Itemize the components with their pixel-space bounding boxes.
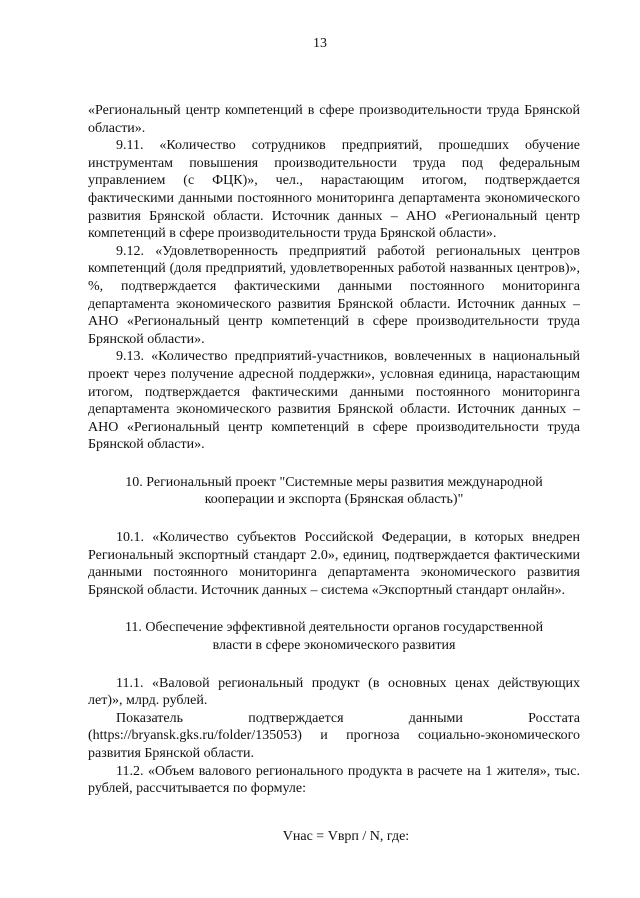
paragraph-9-13: 9.13. «Количество предприятий-участников, вовлеченных в национальный проект через получение адресной поддержки», условная единица, нарастающим итогом, подтверждается фактическими данными постоянного мониторинга департамента экономического развития Брянской области. Источник данных – АНО «Региональный центр компетенций в сфере производительности труда Брянской области». — [88, 349, 580, 453]
paragraph-9-12: 9.12. «Удовлетворенность предприятий работой региональных центров компетенций (доля предприятий, удовлетворенных работой названных центров)», %, подтверждается фактическими данными постоянного мониторинга департамента экономического развития Брянской области. Источник данных – АНО «Региональный центр компетенций в сфере производительности труда Брянской области». — [88, 243, 580, 347]
paragraph-11-2: 11.2. «Объем валового регионального продукта в расчете на 1 жителя», тыс. рублей, рассчитывается по формуле: — [88, 763, 580, 797]
page-number: 13 — [313, 36, 327, 51]
formula: Vнас = Vврп / N, где: — [282, 828, 410, 844]
paragraph-9-10-tail: «Региональный центр компетенций в сфере производительности труда Брянской области». — [88, 103, 580, 136]
document-body — [88, 102, 580, 845]
section-10-heading: 10. Региональный проект "Системные меры развития международной кооперации и экспорта (Брянская область)" — [125, 474, 543, 508]
paragraph-11-1: 11.1. «Валовой региональный продукт (в основных ценах действующих лет)», млрд. рублей. — [88, 675, 580, 709]
section-11-heading: 11. Обеспечение эффективной деятельности органов государственной власти в сфере экономического развития — [124, 620, 544, 654]
paragraph-9-11: 9.11. «Количество сотрудников предприятий, прошедших обучение инструментам повышения производительности труда под федеральным управлением (с ФЦК)», чел., нарастающим итогом, подтверждается фактическими данными постоянного мониторинга департамента экономического развития Брянской области. Источник данных – АНО «Региональный центр компетенций в сфере производительности труда Брянской области». — [88, 138, 580, 242]
paragraph-11-1-source: Показатель подтверждается данными Росстата (https://bryansk.gks.ru/folder/135053) и прогноза социально-экономического развития Брянской области. — [88, 710, 580, 761]
paragraph-10-1: 10.1. «Количество субъектов Российской Федерации, в которых внедрен Региональный экспортный стандарт 2.0», единиц, подтверждается фактическими данными постоянного мониторинга департамента экономического развития Брянской области. Источник данных – система «Экспортный стандарт онлайн». — [88, 530, 580, 598]
